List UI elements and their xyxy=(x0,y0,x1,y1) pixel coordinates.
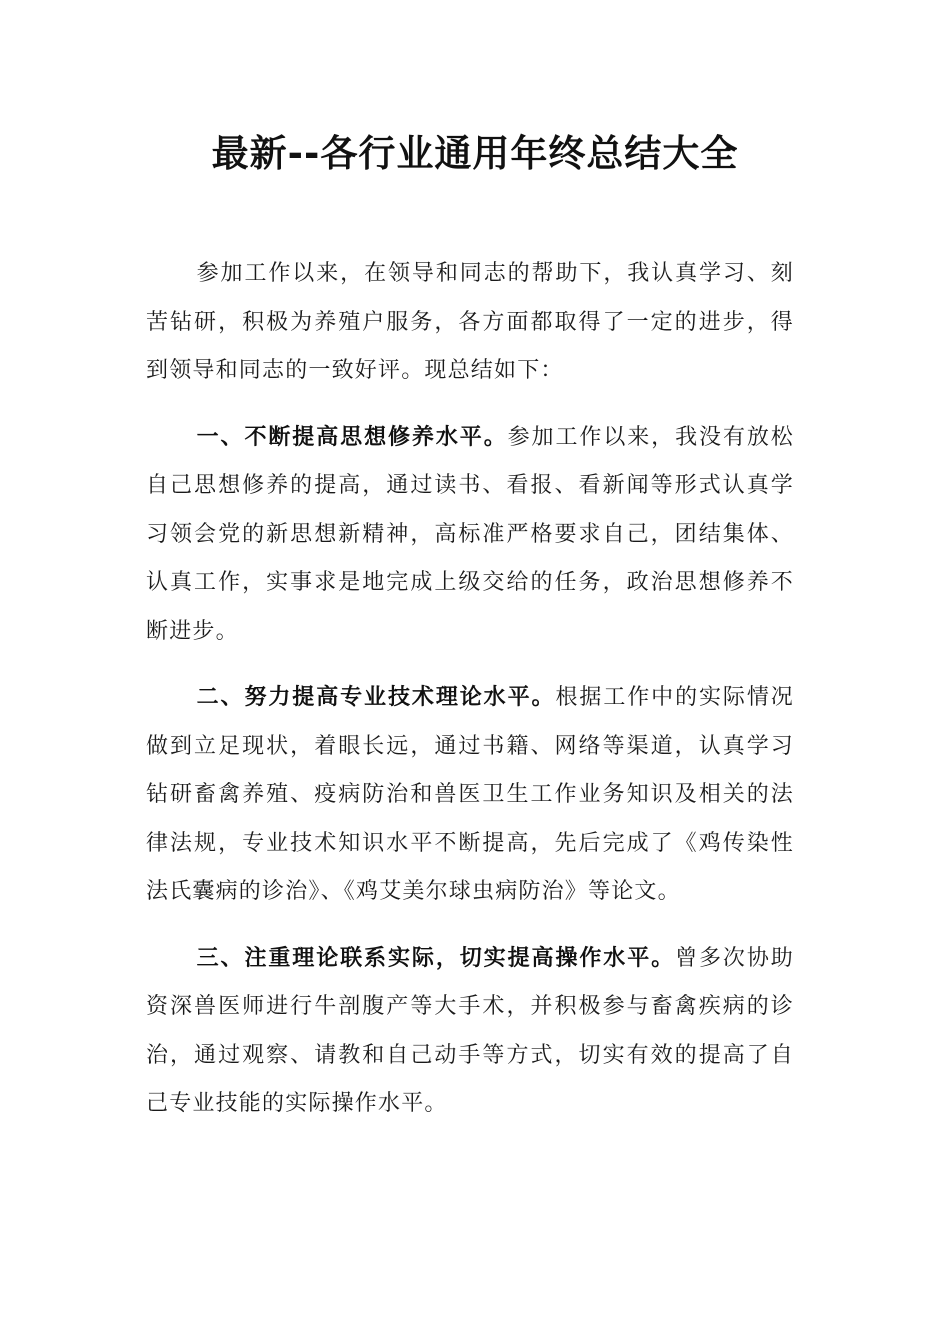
section-text-3: 曾多次协助资深兽医师进行牛剖腹产等大手术，并积极参与畜禽疾病的诊治，通过观察、请教和自己动手等方式，切实有效的提高了自己专业技能的实际操作水平。 xyxy=(146,945,794,1116)
document-title: 最新--各行业通用年终总结大全 xyxy=(211,132,739,175)
section-paragraph-3 xyxy=(146,935,794,1129)
section-paragraph-1 xyxy=(146,414,794,657)
section-heading-1: 一、不断提高思想修养水平。 xyxy=(196,424,508,450)
document-body xyxy=(146,250,794,1147)
section-heading-3: 三、注重理论联系实际，切实提高操作水平。 xyxy=(196,945,676,971)
section-text-1: 参加工作以来，我没有放松自己思想修养的提高，通过读书、看报、看新闻等形式认真学习领会党的新思想新精神，高标准严格要求自己，团结集体、认真工作，实事求是地完成上级交给的任务，政治思想修养不断进步。 xyxy=(146,424,794,644)
section-text-2: 根据工作中的实际情况做到立足现状，着眼长远，通过书籍、网络等渠道，认真学习钻研畜禽养殖、疫病防治和兽医卫生工作业务知识及相关的法律法规，专业技术知识水平不断提高，先后完成了《鸡传染性法氏囊病的诊治》、《鸡艾美尔球虫病防治》等论文。 xyxy=(146,685,794,904)
intro-paragraph: 参加工作以来，在领导和同志的帮助下，我认真学习、刻苦钻研，积极为养殖户服务，各方面都取得了一定的进步，得到领导和同志的一致好评。现总结如下： xyxy=(146,261,794,383)
section-heading-2: 二、努力提高专业技术理论水平。 xyxy=(196,685,556,710)
section-paragraph-2 xyxy=(146,674,794,917)
